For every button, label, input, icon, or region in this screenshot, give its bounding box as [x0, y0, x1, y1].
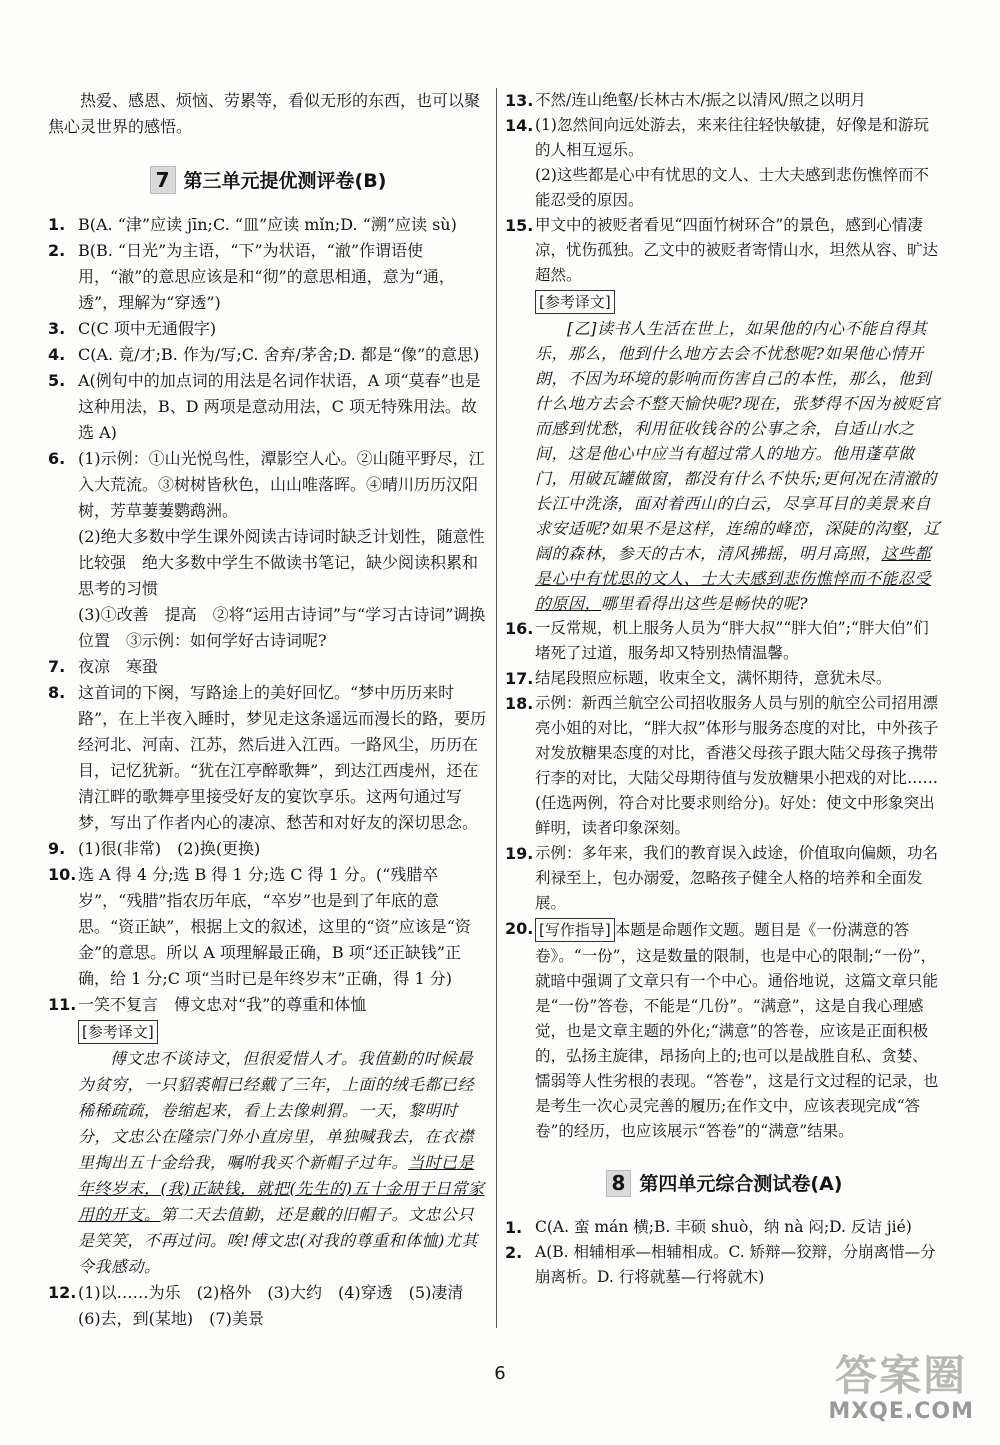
translation-part-2: 哪里看得出这些是畅快的呢?: [601, 594, 809, 613]
item-number: 1.: [505, 1218, 523, 1237]
item-line: 夜凉 寒蛩: [78, 657, 159, 676]
answer-item: [505, 213, 943, 288]
item-line: 这首词的下阕，写路途上的美好回忆。“梦中历历来时路”，在上半夜入睡时，梦见走这条遥远而漫长的路，要历经河北、河南、江苏，然后进入江西。一路风尘，历历在目，记忆犹新。“犹在江亭醉歌舞”，到达江西虔州，还在清江畔的歌舞亭里接受好友的宴饮享乐。这两句通过写梦，写出了作者内心的凄凉、愁苦和对好友的深切思念。: [78, 683, 487, 832]
answer-item: [48, 316, 488, 342]
item-line: 一反常规，机上服务人员为“胖大叔”“胖大伯”;“胖大伯”们堵死了过道，服务却又特别热情温馨。: [535, 619, 929, 662]
item-line: 示例：多年来，我们的教育误入歧途，价值取向偏颇，功名利禄至上，包办溺爱，忽略孩子健全人格的培养和全面发展。: [535, 844, 939, 912]
translation-underlined: 这些都是心中有忧思的文人、士大夫感到悲伤憔悴而不能忍受的原因，: [535, 544, 932, 613]
intro-paragraph: 热爱、感恩、烦恼、劳累等，看似无形的东西，也可以聚焦心灵世界的感悟。: [48, 91, 481, 136]
reference-translation-tag: [参考译文]: [535, 290, 615, 314]
answer-item: [48, 862, 488, 992]
item-number: 11.: [48, 995, 77, 1014]
answer-item-11-translation: [48, 1018, 488, 1280]
watermark-logo: 答案圈: [835, 1351, 968, 1400]
writing-guide-text: 本题是命题作文题。题目是《一份满意的答卷》。“一份”，这是数量的限制，也是中心的限制;“一份”，就暗中强调了文章只有一个中心。通俗地说，这篇文章只能是“一份”答卷，不能是“几份”。“满意”，这是自我心理感觉，也是文章主题的外化;“满意”的答卷，应该是正面积极的，弘扬主旋律，昂扬向上的;也可以是战胜自私、贪婪、懦弱等人性劣根的表现。“答卷”，这是行文过程的记录，也是考生一次心灵完善的履历;在作文中，应该表现完成“答卷”的经历，也应该展示“答卷”的“满意”结果。: [535, 921, 939, 1140]
answer-item: [505, 616, 943, 666]
answer-item: [48, 212, 488, 238]
item-number: 13.: [505, 91, 534, 110]
column-divider: [496, 88, 497, 1328]
item-number: 7.: [48, 657, 66, 676]
answer-item: [505, 1215, 943, 1240]
translation-text: [535, 316, 943, 616]
item-line: (3)①改善 提高 ②将“运用古诗词”与“学习古诗词”调换位置 ③示例：如何学好古诗词呢?: [78, 605, 486, 650]
item-line: (1)很(非常) (2)换(更换): [78, 839, 261, 858]
answer-item: [505, 113, 943, 213]
writing-guide-tag: [写作指导]: [535, 918, 615, 942]
item-line: (1)示例：①山光悦鸟性，潭影空人心。②山随平野尽，江入大荒流。③树树皆秋色，山山唯落晖。④晴川历历汉阳树，芳草萋萋鹦鹉洲。: [78, 449, 485, 520]
item-number: 8.: [48, 683, 66, 702]
watermark-url: MXQE.COM: [828, 1399, 974, 1424]
translation-part-1: [乙]读书人生活在世上，如果他的内心不能自得其乐，那么，他到什么地方去会不忧愁呢?如果他心情开朗，不因为环境的影响而伤害自己的本性，那么，他到什么地方去会不整天愉快呢?现在，张梦得不因为被贬官而感到忧愁，利用征收钱谷的公事之余，自适山水之间，这是他心中应当有超过常人的地方。他用蓬草做门，用破瓦罐做窗，都没有什么不快乐;更何况在清澈的长江中洗涤，面对着西山的白云，尽享耳目的美景来自求安适呢?如果不是这样，连绵的峰峦，深陡的沟壑，辽阔的森林，参天的古木，清风拂摇，明月高照，: [535, 319, 941, 563]
answer-item: [505, 841, 943, 916]
left-answer-list: [48, 212, 488, 1018]
item-number: 20.: [505, 919, 534, 938]
item-number: 5.: [48, 371, 66, 390]
section-7-header: [48, 166, 488, 194]
item-number: 16.: [505, 619, 534, 638]
answer-item: [48, 368, 488, 446]
item-line: C(C 项中无通假字): [78, 319, 217, 338]
item-line: 不然/连山绝壑/长林古木/振之以清风/照之以明月: [535, 91, 866, 109]
answer-item: [48, 680, 488, 836]
right-answer-list-b: [505, 616, 943, 916]
item-number: 15.: [505, 216, 534, 235]
section-7-title: 第三单元提优测评卷(B): [183, 170, 387, 192]
item-line: A(B. 相辅相承—相辅相成。C. 矫辩—狡辩，分崩离惜—分崩离析。D. 行将就墓—行将就木): [535, 1243, 936, 1286]
item-line: 甲文中的被贬者看见“四面竹树环合”的景色，感到心情凄凉，忧伤孤独。乙文中的被贬者寄情山水，坦然从容、旷达超然。: [535, 216, 939, 284]
item-number: 3.: [48, 319, 66, 338]
answer-item-20: [505, 916, 943, 1144]
item-line: (2)这些都是心中有忧思的文人、士大夫感到悲伤憔悴而不能忍受的原因。: [535, 166, 929, 209]
item-line: 结尾段照应标题，收束全文，满怀期待，意犹未尽。: [535, 669, 892, 687]
answer-item: [48, 238, 488, 316]
item-line: C(A. 竟/才;B. 作为/写;C. 舍弃/茅舍;D. 都是“像”的意思): [78, 345, 480, 364]
answer-item: [505, 1240, 943, 1290]
item-line: 示例：新西兰航空公司招收服务人员与别的航空公司招用漂亮小姐的对比，“胖大叔”体形与服务态度的对比，中外孩子对发放糖果态度的对比，香港父母孩子跟大陆父母孩子携带行李的对比，大陆父母期待值与发放糖果小把戏的对比……(任选两例，符合对比要求则给分)。好处：使文中形象突出鲜明，读者印象深刻。: [535, 694, 939, 837]
answer-item-15-translation: [505, 288, 943, 616]
item-line: 选 A 得 4 分;选 B 得 1 分;选 C 得 1 分。(“残腊卒岁”，“残腊”指农历年底，“卒岁”也是到了年底的意思。“资正缺”，根据上文的叙述，这里的“资”应该是“资金”的意思。所以 A 项理解最正确，B 项“还正缺钱”正确，给 1 分;C 项“当时已是年终岁末”正确，得 1 分): [78, 865, 471, 988]
answer-item: [48, 992, 488, 1018]
section-8-number: 8: [606, 1170, 632, 1197]
item-line: (2)绝大多数中学生课外阅读古诗词时缺乏计划性，随意性比较强 绝大多数中学生不做读书笔记，缺少阅读积累和思考的习惯: [78, 527, 485, 598]
answer-item: [48, 446, 488, 654]
watermark: [828, 1353, 974, 1425]
left-column: [48, 88, 488, 1332]
answer-item: [48, 654, 488, 680]
item-number: 18.: [505, 694, 534, 713]
answer-item: [48, 836, 488, 862]
section-8-title: 第四单元综合测试卷(A): [639, 1173, 843, 1195]
section-8-header: [505, 1170, 943, 1197]
translation-part-1: 傅文忠不谈诗文，但很爱惜人才。我值勤的时候最为贫穷，一只貂裘帽已经戴了三年，上面的绒毛都已经稀稀疏疏，卷缩起来，看上去像刺猬。一天，黎明时分，文忠公在隆宗门外小直房里，单独喊我去，在衣襟里掏出五十金给我，嘱咐我买个新帽子过年。: [78, 1049, 475, 1172]
translation-part-2: 第二天去值勤，还是戴的旧帽子。文忠公只是笑笑，不再过问。唉!傅文忠(对我的尊重和体恤)尤其令我感动。: [78, 1205, 478, 1276]
item-line: (1)忽然间向远处游去，来来往往轻快敏捷，好像是和游玩的人相互逗乐。: [535, 116, 929, 159]
item-number: 17.: [505, 669, 534, 688]
item-number: 14.: [505, 116, 534, 135]
item-line: B(B. “日光”为主语，“下”为状语，“澈”作谓语使用，“澈”的意思应该是和“彻”的意思相通，意为“通，透”，理解为“穿透”): [78, 241, 455, 312]
item-number: 12.: [48, 1283, 77, 1302]
item-number: 6.: [48, 449, 66, 468]
item-line: 一笑不复言 傅文忠对“我”的尊重和体恤: [78, 995, 367, 1014]
item-line: C(A. 蛮 mán 横;B. 丰硕 shuò，纳 nà 闷;D. 反诘 jié): [535, 1218, 912, 1236]
answer-item: [48, 342, 488, 368]
item-number: 4.: [48, 345, 66, 364]
item-line: B(A. “津”应读 jīn;C. “皿”应读 mǐn;D. “溯”应读 sù): [78, 215, 457, 234]
answer-item: [505, 666, 943, 691]
translation-underlined: 当时已是年终岁末，(我)正缺钱，就把(先生的)五十金用于日常家用的开支。: [78, 1153, 485, 1224]
item-number: 2.: [48, 241, 66, 260]
reference-translation-tag: [参考译文]: [78, 1020, 158, 1044]
item-text: (1)以……为乐 (2)格外 (3)大约 (4)穿透 (5)凄清 (6)去，到(某地) (7)美景: [78, 1283, 480, 1328]
answer-item: [505, 691, 943, 841]
right-answer-list-c: [505, 1215, 943, 1290]
right-column: [505, 88, 943, 1290]
item-number: 10.: [48, 865, 77, 884]
right-answer-list-a: [505, 88, 943, 288]
translation-text: [78, 1046, 488, 1280]
item-number: 1.: [48, 215, 66, 234]
answer-item-12: [48, 1280, 488, 1332]
page-number: 6: [494, 1363, 506, 1384]
item-number: 2.: [505, 1243, 523, 1262]
section-7-number: 7: [150, 166, 176, 194]
item-line: A(例句中的加点词的用法是名词作状语，A 项“莫春”也是这种用法，B、D 两项是意动用法，C 项无特殊用法。故选 A): [78, 371, 481, 442]
answer-item: [505, 88, 943, 113]
item-text: [535, 916, 943, 1144]
item-number: 19.: [505, 844, 534, 863]
item-number: 9.: [48, 839, 66, 858]
